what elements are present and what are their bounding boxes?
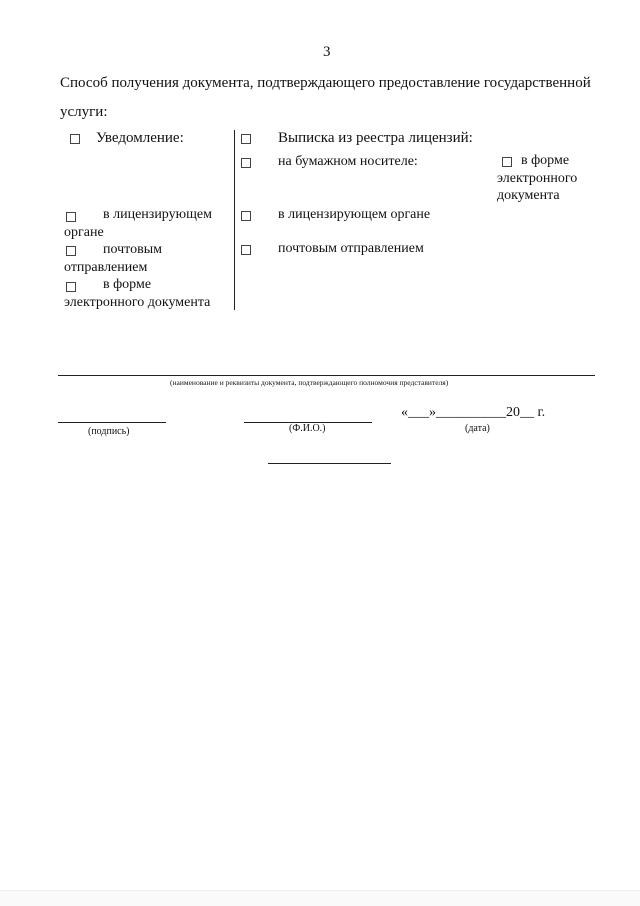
representative-caption: (наименование и реквизиты документа, подтверждающего полномочия представителя) (170, 378, 449, 387)
checkbox-electronic-left[interactable] (66, 282, 76, 292)
paper-label: на бумажном носителе: (278, 154, 418, 169)
page-number: 3 (323, 44, 331, 60)
checkbox-licensing-body-right[interactable] (241, 211, 251, 221)
checkbox-postal-right[interactable] (241, 245, 251, 255)
column-divider (234, 130, 235, 310)
checkbox-extract[interactable] (241, 134, 251, 144)
checkbox-postal-left[interactable] (66, 246, 76, 256)
extract-label: Выписка из реестра лицензий: (278, 130, 473, 146)
checkbox-paper[interactable] (241, 158, 251, 168)
checkbox-notification[interactable] (70, 134, 80, 144)
heading-line-2: услуги: (60, 104, 108, 120)
left-option-1-line-2: органе (64, 225, 104, 240)
left-option-3-line-2: электронного документа (64, 295, 211, 310)
licensing-body-right-label: в лицензирующем органе (278, 207, 431, 222)
representative-document-line[interactable] (58, 375, 595, 376)
electronic-line-3: документа (497, 188, 560, 203)
signature-line[interactable] (58, 422, 166, 423)
date-line[interactable]: «___»__________20__ г. (401, 405, 546, 420)
signature-caption: (подпись) (88, 426, 130, 437)
left-option-2-line-2: отправлением (64, 260, 148, 275)
date-caption: (дата) (465, 423, 490, 434)
extra-line[interactable] (268, 463, 391, 464)
postal-right-label: почтовым отправлением (278, 241, 424, 256)
left-option-2-line-1: почтовым (103, 242, 162, 257)
scan-bottom-edge (0, 890, 640, 906)
left-option-3-line-1: в форме (103, 277, 152, 292)
electronic-line-2: электронного (497, 171, 578, 186)
checkbox-licensing-body-left[interactable] (66, 212, 76, 222)
left-option-1-line-1: в лицензирующем (103, 207, 212, 222)
electronic-line-1: в форме (521, 153, 570, 168)
fio-caption: (Ф.И.О.) (289, 423, 326, 434)
checkbox-electronic-right[interactable] (502, 157, 512, 167)
notification-label: Уведомление: (96, 130, 184, 146)
heading-line-1: Способ получения документа, подтверждающего предоставление государственной (60, 75, 591, 91)
